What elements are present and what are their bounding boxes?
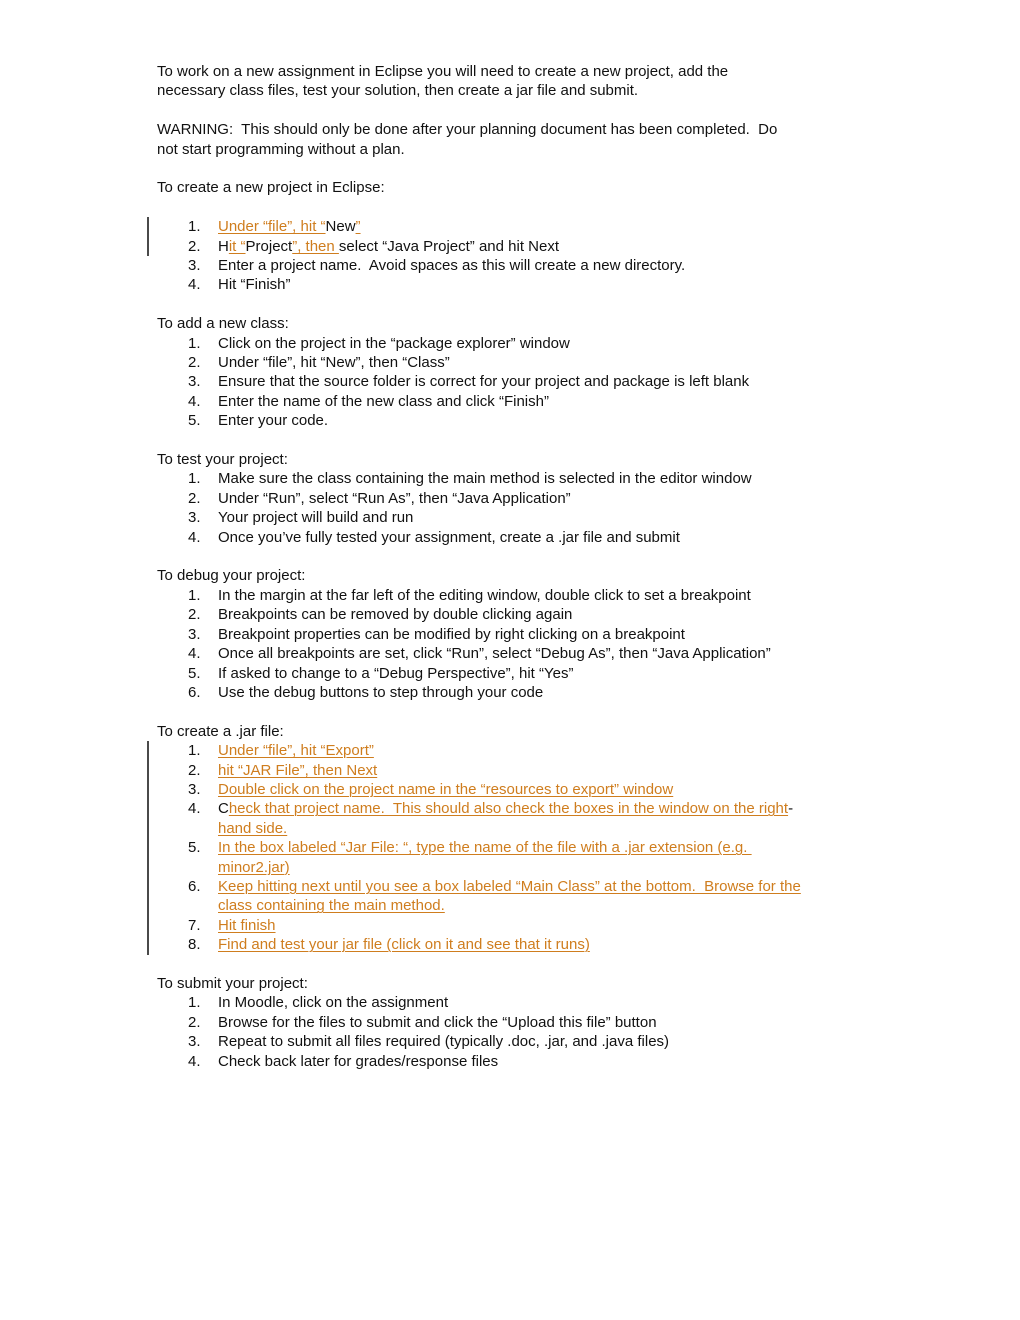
change-bar xyxy=(147,838,149,877)
numbered-list xyxy=(157,334,869,431)
list-item-number: 2. xyxy=(188,1013,201,1031)
list-item-number: 4. xyxy=(188,528,201,546)
change-bar xyxy=(147,780,149,799)
list-item-number: 2. xyxy=(188,354,201,372)
text-run: Enter your code. xyxy=(218,412,329,430)
text-run: If asked to change to a “Debug Perspective”, hit “Yes” xyxy=(218,664,574,682)
section-heading: To create a new project in Eclipse: xyxy=(157,179,385,197)
list-item xyxy=(157,237,869,256)
inserted-text-run: Under “file”, hit “ xyxy=(218,218,326,236)
section xyxy=(157,450,869,547)
change-bar xyxy=(147,877,149,916)
list-item-number: 1. xyxy=(188,334,201,352)
section-heading: To add a new class: xyxy=(157,315,289,333)
document-body xyxy=(157,62,869,1090)
numbered-list xyxy=(157,469,869,547)
list-item-number: 1. xyxy=(188,218,201,236)
text-run: Ensure that the source folder is correct for your project and package is left blank xyxy=(218,373,750,391)
text-run: Project xyxy=(245,237,293,255)
list-item xyxy=(157,1052,869,1071)
text-run: Make sure the class containing the main method is selected in the editor window xyxy=(218,470,752,488)
list-item xyxy=(157,799,869,838)
text-run: Browse for the files to submit and click the “Upload this file” button xyxy=(218,1013,657,1031)
list-item-number: 4. xyxy=(188,392,201,410)
list-item xyxy=(157,469,869,488)
text-run: Your project will build and run xyxy=(218,509,414,527)
list-item xyxy=(157,392,869,411)
paragraph-warning xyxy=(157,120,869,159)
text-run: Once all breakpoints are set, click “Run”, select “Debug As”, then “Java Application” xyxy=(218,645,771,663)
text-run: Once you’ve fully tested your assignment, create a .jar file and submit xyxy=(218,528,680,546)
text-run: Click on the project in the “package explorer” window xyxy=(218,334,570,352)
list-item xyxy=(157,586,869,605)
inserted-text-run: Double click on the project name in the “resources to export” window xyxy=(218,780,674,798)
list-item-number: 3. xyxy=(188,625,201,643)
list-item-number: 8. xyxy=(188,936,201,954)
text-run: C xyxy=(218,800,229,818)
list-item-number: 1. xyxy=(188,742,201,760)
numbered-list xyxy=(157,741,869,954)
text-run: Check back later for grades/response files xyxy=(218,1052,499,1070)
list-item xyxy=(157,528,869,547)
inserted-text-run: In the box labeled “Jar File: “, type the name of the file with a .jar extension (e.g. xyxy=(218,839,752,857)
change-bar xyxy=(147,761,149,780)
section-heading: To debug your project: xyxy=(157,567,306,585)
text-run: Repeat to submit all files required (typically .doc, .jar, and .java files) xyxy=(218,1033,670,1051)
section-heading: To test your project: xyxy=(157,451,288,469)
change-bar xyxy=(147,799,149,838)
text-run: Use the debug buttons to step through your code xyxy=(218,683,544,701)
section-heading: To create a .jar file: xyxy=(157,722,284,740)
list-item xyxy=(157,741,869,760)
list-item xyxy=(157,353,869,372)
inserted-text-run: class containing the main method. xyxy=(218,897,445,915)
text-run: New xyxy=(325,218,356,236)
numbered-list xyxy=(157,586,869,702)
list-item-number: 1. xyxy=(188,586,201,604)
list-item xyxy=(157,217,869,236)
list-item-number: 6. xyxy=(188,683,201,701)
list-item xyxy=(157,334,869,353)
list-item-number: 2. xyxy=(188,237,201,255)
section xyxy=(157,178,869,294)
list-item-number: 5. xyxy=(188,839,201,857)
inserted-text-run: it “ xyxy=(228,237,246,255)
text-run: H xyxy=(218,237,229,255)
numbered-list xyxy=(157,993,869,1071)
list-item xyxy=(157,644,869,663)
text-run: Breakpoints can be removed by double clicking again xyxy=(218,606,573,624)
list-item xyxy=(157,372,869,391)
text-run: Enter the name of the new class and click “Finish” xyxy=(218,392,549,410)
list-item-number: 4. xyxy=(188,800,201,818)
list-item xyxy=(157,780,869,799)
paragraph-intro xyxy=(157,62,869,101)
list-item-number: 3. xyxy=(188,1033,201,1051)
list-item xyxy=(157,508,869,527)
section xyxy=(157,974,869,1071)
list-item-number: 5. xyxy=(188,412,201,430)
text-run: In the margin at the far left of the editing window, double click to set a breakpoint xyxy=(218,586,751,604)
inserted-text-run: hit “JAR File”, then Next xyxy=(218,761,378,779)
section-heading: To submit your project: xyxy=(157,974,308,992)
list-item xyxy=(157,275,869,294)
change-bar xyxy=(147,935,149,954)
list-item xyxy=(157,935,869,954)
list-item xyxy=(157,489,869,508)
text-run: select “Java Project” and hit Next xyxy=(338,237,559,255)
inserted-text-run: ”, then xyxy=(292,237,339,255)
list-item-number: 4. xyxy=(188,1052,201,1070)
list-item-number: 4. xyxy=(188,276,201,294)
list-item-number: 3. xyxy=(188,373,201,391)
list-item-number: 3. xyxy=(188,257,201,275)
list-item-number: 6. xyxy=(188,877,201,895)
list-item xyxy=(157,1013,869,1032)
inserted-text-run: ” xyxy=(355,218,361,236)
list-item-number: 1. xyxy=(188,470,201,488)
change-bar xyxy=(147,741,149,760)
list-item-number: 7. xyxy=(188,916,201,934)
text-run: Enter a project name. Avoid spaces as this will create a new directory. xyxy=(218,257,686,275)
list-item xyxy=(157,1032,869,1051)
inserted-text-run: Hit finish xyxy=(218,916,276,934)
list-item-number: 5. xyxy=(188,664,201,682)
inserted-text-run: Find and test your jar file (click on it and see that it runs) xyxy=(218,936,590,954)
text-run: - xyxy=(788,800,794,818)
text-run: In Moodle, click on the assignment xyxy=(218,994,449,1012)
text-run: Hit “Finish” xyxy=(218,276,291,294)
list-item xyxy=(157,877,869,916)
paragraph-line: not start programming without a plan. xyxy=(157,140,405,158)
text-run: Breakpoint properties can be modified by right clicking on a breakpoint xyxy=(218,625,685,643)
inserted-text-run: Keep hitting next until you see a box labeled “Main Class” at the bottom. Browse for the xyxy=(218,877,801,895)
change-bar xyxy=(147,217,149,236)
list-item xyxy=(157,683,869,702)
inserted-text-run: hand side. xyxy=(218,819,288,837)
list-item-number: 2. xyxy=(188,761,201,779)
change-bar xyxy=(147,237,149,256)
list-item-number: 3. xyxy=(188,509,201,527)
text-run: Under “Run”, select “Run As”, then “Java Application” xyxy=(218,489,571,507)
list-item xyxy=(157,411,869,430)
paragraph-line: necessary class files, test your solution, then create a jar file and submit. xyxy=(157,82,639,100)
list-item-number: 4. xyxy=(188,645,201,663)
paragraph-line: WARNING: This should only be done after your planning document has been completed. Do xyxy=(157,121,778,139)
list-item-number: 3. xyxy=(188,780,201,798)
section xyxy=(157,722,869,955)
list-item-number: 2. xyxy=(188,489,201,507)
list-item xyxy=(157,993,869,1012)
inserted-text-run: minor2.jar) xyxy=(218,858,290,876)
section xyxy=(157,566,869,702)
section xyxy=(157,314,869,430)
paragraph-line: To work on a new assignment in Eclipse you will need to create a new project, add the xyxy=(157,63,729,80)
change-bar xyxy=(147,916,149,935)
list-item-number: 1. xyxy=(188,994,201,1012)
list-item xyxy=(157,916,869,935)
list-item xyxy=(157,761,869,780)
list-item-number: 2. xyxy=(188,606,201,624)
text-run: Under “file”, hit “New”, then “Class” xyxy=(218,354,450,372)
list-item xyxy=(157,605,869,624)
list-item xyxy=(157,256,869,275)
list-item xyxy=(157,664,869,683)
numbered-list xyxy=(157,217,869,295)
inserted-text-run: Under “file”, hit “Export” xyxy=(218,742,374,760)
inserted-text-run: heck that project name. This should also check the boxes in the window on the right xyxy=(228,800,789,818)
list-item xyxy=(157,838,869,877)
list-item xyxy=(157,625,869,644)
